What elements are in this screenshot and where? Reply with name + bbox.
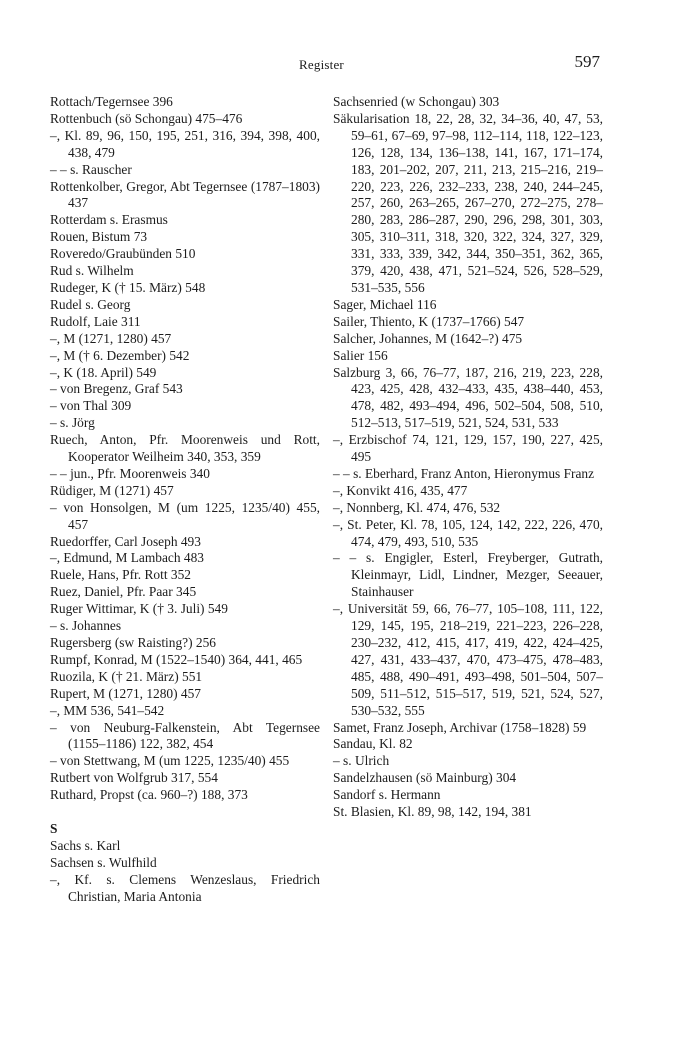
section-letter-heading: S	[50, 820, 58, 836]
index-entry: – s. Johannes	[50, 618, 122, 634]
index-entry: Ruger Wittimar, K († 3. Juli) 549	[50, 601, 228, 617]
index-entry: –, St. Peter, Kl. 78, 105, 124, 142, 222, 226, 470, 474, 479, 493, 510, 535	[333, 516, 603, 549]
index-entry: –, M (1271, 1280) 457	[50, 330, 172, 346]
index-entry: – von Honsolgen, M (um 1225, 1235/40) 455, 457	[50, 499, 320, 532]
index-entry: – – jun., Pfr. Moorenweis 340	[50, 465, 210, 481]
index-entry: Rudeger, K († 15. März) 548	[50, 279, 206, 295]
index-column-right	[333, 94, 603, 821]
page-number: 597	[574, 52, 600, 71]
index-entry: Rottenkolber, Gregor, Abt Tegernsee (1787–1803) 437	[50, 178, 320, 211]
index-column-left	[50, 94, 320, 905]
index-entry: –, Edmund, M Lambach 483	[50, 550, 204, 566]
index-entry: Ruozila, K († 21. März) 551	[50, 668, 203, 684]
index-entry: Rouen, Bistum 73	[50, 229, 148, 245]
index-entry: Sager, Michael 116	[333, 296, 437, 312]
index-entry: – – s. Rauscher	[50, 161, 132, 177]
index-entry: Rüdiger, M (1271) 457	[50, 482, 174, 498]
index-entry: Ruech, Anton, Pfr. Moorenweis und Rott, Kooperator Weilheim 340, 353, 359	[50, 432, 320, 465]
index-entry: Rutbert von Wolfgrub 317, 554	[50, 770, 218, 786]
index-entry: –, Erzbischof 74, 121, 129, 157, 190, 227, 425, 495	[333, 432, 603, 465]
index-entry: Rottenbuch (sö Schongau) 475–476	[50, 110, 243, 126]
index-entry: – von Thal 309	[50, 398, 132, 414]
index-entry: –, Nonnberg, Kl. 474, 476, 532	[333, 499, 501, 515]
index-entry: Säkularisation 18, 22, 28, 32, 34–36, 40, 47, 53, 59–61, 67–69, 97–98, 112–114, 118, 122–123, 126, 128, 134, 136–138, 141, 167, 171–174, 183, 201–202, 207, 211, 213, 215–216, 219–220, 223, 226, 232–233, 238, 240, 244–245, 257, 260, 263–265, 267–270, 272–275, 278–280, 283, 286–287, 290, 296, 298, 301, 303, 305, 310–311, 318, 320, 322, 324, 327, 329, 331, 333, 339, 342, 344, 350–351, 362, 365, 379, 420, 438, 471, 521–524, 526, 528–529, 531–535, 556	[333, 110, 603, 295]
index-entry: –, Kf. s. Clemens Wenzeslaus, Friedrich Christian, Maria Antonia	[50, 871, 320, 904]
index-entry: Sandelzhausen (sö Mainburg) 304	[333, 770, 517, 786]
index-entry: Sachsenried (w Schongau) 303	[333, 94, 500, 109]
index-entry: –, M († 6. Dezember) 542	[50, 347, 190, 363]
index-entry: Ruthard, Propst (ca. 960–?) 188, 373	[50, 787, 248, 803]
index-entry: Roveredo/Graubünden 510	[50, 246, 196, 262]
index-entry: – s. Jörg	[50, 415, 95, 431]
index-entry: Ruez, Daniel, Pfr. Paar 345	[50, 584, 197, 600]
index-entry: –, MM 536, 541–542	[50, 702, 165, 718]
index-entry: St. Blasien, Kl. 89, 98, 142, 194, 381	[333, 804, 532, 820]
index-entry: Rotterdam s. Erasmus	[50, 212, 168, 228]
index-entry: Rumpf, Konrad, M (1522–1540) 364, 441, 465	[50, 651, 303, 667]
index-entry: Ruele, Hans, Pfr. Rott 352	[50, 567, 191, 583]
index-entry: Salier 156	[333, 347, 388, 363]
index-entry: Rudel s. Georg	[50, 296, 131, 312]
index-entry: Rud s. Wilhelm	[50, 263, 134, 279]
index-entry: Samet, Franz Joseph, Archivar (1758–1828) 59	[333, 719, 587, 735]
index-entry: Rupert, M (1271, 1280) 457	[50, 685, 202, 701]
index-entry: Sachsen s. Wulfhild	[50, 854, 157, 870]
index-entry: –, Konvikt 416, 435, 477	[333, 482, 468, 498]
index-entry: –, Kl. 89, 96, 150, 195, 251, 316, 394, 398, 400, 438, 479	[50, 127, 320, 160]
index-entry: Sandorf s. Hermann	[333, 787, 441, 803]
index-entry: – – s. Eberhard, Franz Anton, Hieronymus Franz	[333, 465, 595, 481]
index-entry: – – s. Engigler, Esterl, Freyberger, Gutrath, Kleinmayr, Lidl, Lindner, Mezger, Seeauer, Stainhauser	[333, 550, 603, 600]
index-entry: – von Bregenz, Graf 543	[50, 381, 183, 397]
index-entry: –, Universität 59, 66, 76–77, 105–108, 111, 122, 129, 145, 195, 218–219, 221–223, 226–228, 230–232, 412, 415, 417, 419, 422, 424–425, 427, 431, 433–437, 470, 473–475, 478–483, 485, 488, 490–491, 493–498, 501–504, 507–509, 511–512, 515–517, 519, 521, 524, 527, 530–532, 555	[333, 601, 603, 718]
running-head-title: Register	[299, 57, 344, 72]
index-entry: Ruedorffer, Carl Joseph 493	[50, 533, 201, 549]
index-entry: Sachs s. Karl	[50, 837, 121, 853]
index-entry: Rottach/Tegernsee 396	[50, 94, 173, 109]
index-entry: – von Stettwang, M (um 1225, 1235/40) 455	[50, 753, 290, 769]
index-entry: –, K (18. April) 549	[50, 364, 157, 380]
index-entry: Salcher, Johannes, M (1642–?) 475	[333, 330, 523, 346]
index-entry: Rudolf, Laie 311	[50, 313, 141, 329]
index-entry: – von Neuburg-Falkenstein, Abt Tegernsee (1155–1186) 122, 382, 454	[50, 719, 320, 752]
index-entry: – s. Ulrich	[333, 753, 390, 769]
index-entry: Salzburg 3, 66, 76–77, 187, 216, 219, 223, 228, 423, 425, 428, 432–433, 435, 438–440, 453, 478, 482, 493–494, 496, 502–504, 508, 510, 512–513, 517–519, 521, 524, 531, 533	[333, 364, 603, 431]
index-entry: Sailer, Thiento, K (1737–1766) 547	[333, 313, 525, 329]
index-entry: Sandau, Kl. 82	[333, 736, 413, 752]
index-entry: Rugersberg (sw Raisting?) 256	[50, 635, 216, 650]
